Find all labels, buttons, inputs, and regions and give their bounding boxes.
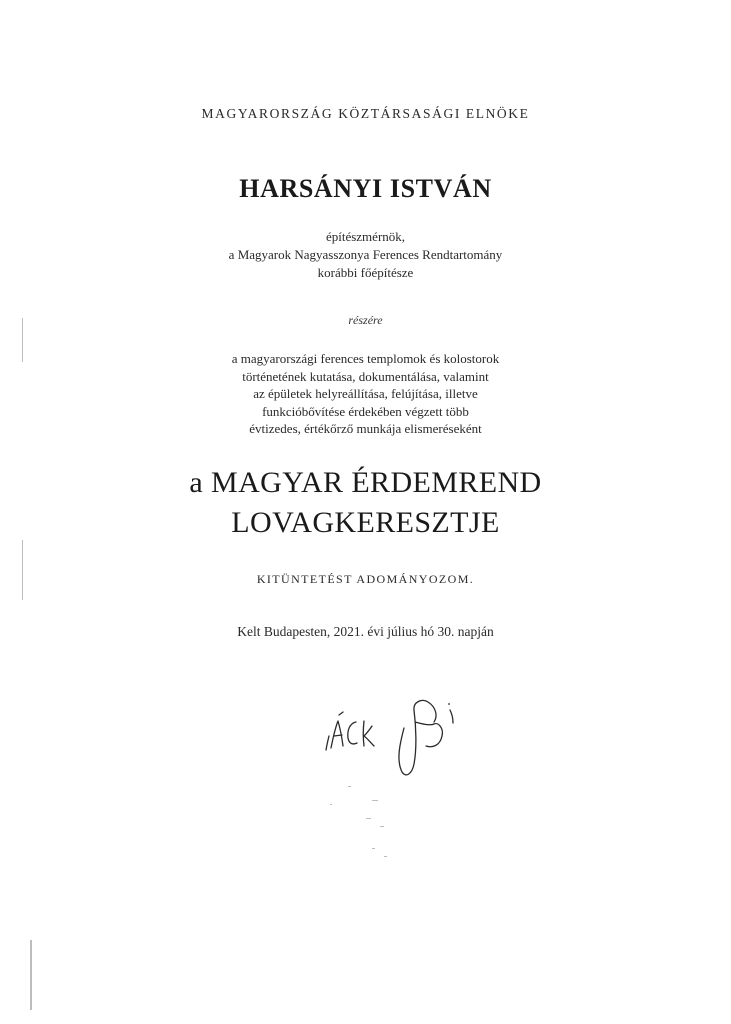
- award-line: a MAGYAR ÉRDEMREND: [189, 466, 542, 499]
- date-line: Kelt Budapesten, 2021. évi július hó 30. napján: [237, 624, 494, 639]
- award-reason: [0, 350, 731, 438]
- recipient-title-line: a Magyarok Nagyasszonya Ferences Rendtartomány: [228, 247, 503, 262]
- grant-statement: KITÜNTETÉST ADOMÁNYOZOM.: [256, 572, 475, 586]
- reason-line: évtizedes, értékőrző munkája elismeréseként: [249, 421, 482, 436]
- reason-line: a magyarországi ferences templomok és kolostorok: [231, 351, 500, 366]
- recipient-title: [0, 228, 731, 282]
- issuer-header: MAGYARORSZÁG KÖZTÁRSASÁGI ELNÖKE: [201, 106, 530, 121]
- award-name: [0, 463, 731, 543]
- award-line: LOVAGKERESZTJE: [231, 506, 500, 539]
- reason-line: történetének kutatása, dokumentálása, valamint: [242, 368, 489, 384]
- recipient-title-line: építészmérnök,: [325, 229, 406, 244]
- for-label: részére: [348, 313, 383, 327]
- signature: [318, 688, 478, 783]
- reason-line: funkcióbővítése érdekében végzett több: [262, 403, 469, 419]
- recipient-name: HARSÁNYI ISTVÁN: [239, 174, 492, 203]
- reason-line: az épületek helyreállítása, felújítása, illetve: [253, 386, 478, 401]
- recipient-title-line: korábbi főépítésze: [317, 265, 414, 280]
